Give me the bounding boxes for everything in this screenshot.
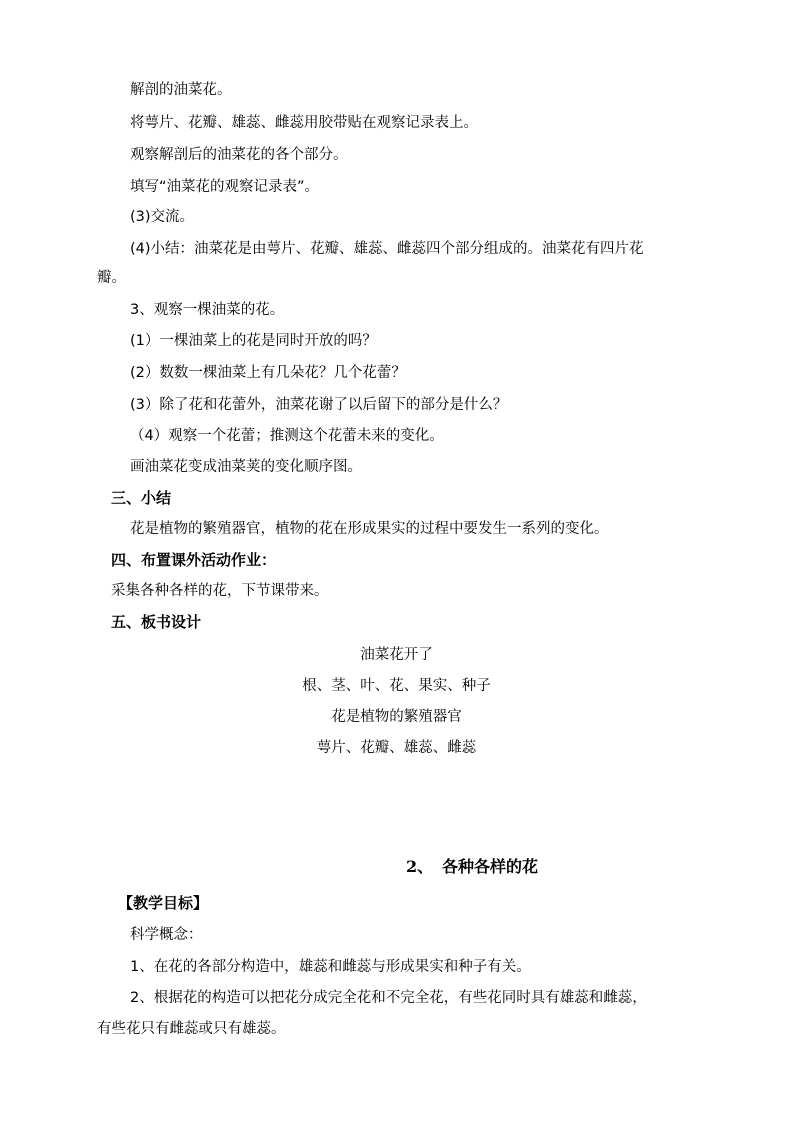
lesson-title: 各种各样的花	[442, 857, 539, 876]
lesson-number: 2、	[406, 857, 434, 876]
text-line: 采集各种各样的花，下节课带来。	[111, 583, 329, 599]
concept-label: 科学概念：	[130, 927, 203, 943]
section-heading: 三、小结	[111, 489, 172, 507]
text-line: 2、根据花的构造可以把花分成完全花和不完全花，有些花同时具有雄蕊和雌蕊，	[130, 990, 647, 1006]
board-line: 油菜花开了	[360, 647, 433, 663]
text-line: (3）除了花和花蕾外，油菜花谢了以后留下的部分是什么？	[130, 397, 508, 413]
section-heading: 四、布置课外活动作业：	[111, 551, 277, 569]
text-line: 将萼片、花瓣、雄蕊、雌蕊用胶带贴在观察记录表上。	[130, 115, 478, 131]
text-line: 解剖的油菜花。	[130, 82, 232, 98]
text-line: (3)交流。	[130, 209, 195, 225]
text-line: 花是植物的繁殖器官，植物的花在形成果实的过程中要发生一系列的变化。	[130, 521, 609, 537]
section-heading: 五、板书设计	[111, 613, 202, 631]
text-line: (4)小结：油菜花是由萼片、花瓣、雄蕊、雌蕊四个部分组成的。油菜花有四片花	[130, 241, 644, 257]
board-line: 根、茎、叶、花、果实、种子	[302, 678, 491, 694]
text-line: 画油菜花变成油菜荚的变化顺序图。	[130, 459, 362, 475]
text-line: 观察解剖后的油菜花的各个部分。	[130, 147, 348, 163]
text-line: 瓣。	[97, 270, 126, 286]
board-line: 花是植物的繁殖器官	[331, 709, 462, 725]
text-line: (1）一棵油菜上的花是同时开放的吗？	[130, 333, 377, 349]
goals-heading: 【教学目标】	[118, 894, 209, 912]
text-line: (2）数数一棵油菜上有几朵花？几个花蕾？	[130, 365, 406, 381]
text-line: 有些花只有雌蕊或只有雄蕊。	[97, 1021, 286, 1037]
board-line: 萼片、花瓣、雄蕊、雌蕊	[316, 740, 477, 756]
text-line: 3、观察一棵油菜的花。	[130, 302, 285, 318]
text-line: （4）观察一个花蕾；推测这个花蕾未来的变化。	[130, 428, 444, 444]
text-line: 1、在花的各部分构造中，雄蕊和雌蕊与形成果实和种子有关。	[130, 959, 531, 975]
text-line: 填写“油菜花的观察记录表”。	[130, 179, 320, 195]
